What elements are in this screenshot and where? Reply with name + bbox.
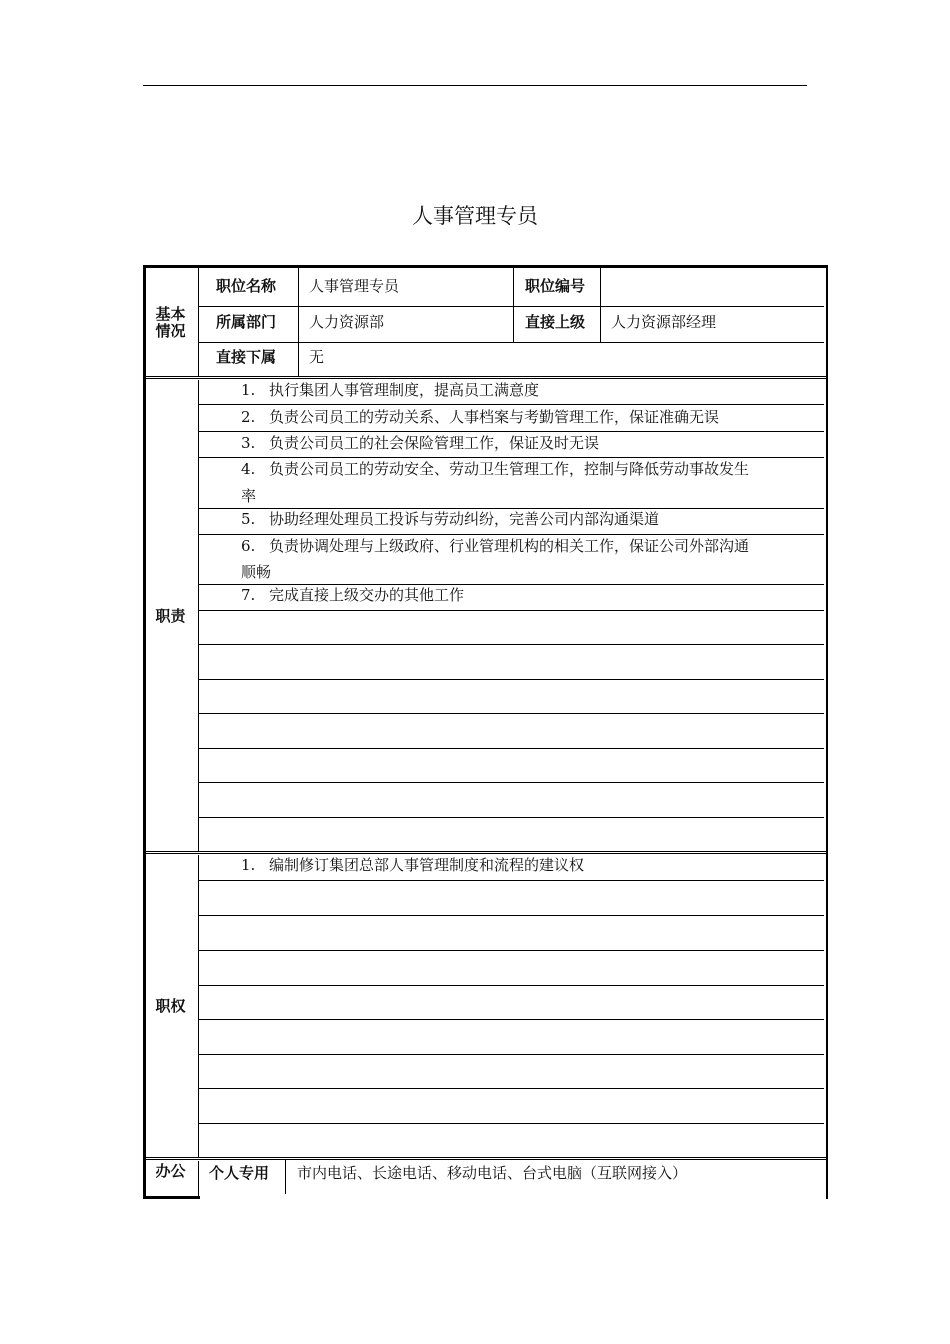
row-divider	[199, 950, 824, 951]
duty-item: 7. 完成直接上级交办的其他工作	[241, 586, 465, 604]
row-divider	[199, 644, 824, 645]
row-divider	[199, 880, 824, 881]
duty-item: 6. 负责协调处理与上级政府、行业管理机构的相关工作，保证公司外部沟通	[241, 537, 750, 555]
row-divider	[199, 748, 824, 749]
duty-item-continuation: 顺畅	[241, 563, 272, 581]
section-divider	[143, 1157, 828, 1160]
row-divider	[199, 915, 824, 916]
section-label-authority: 职权	[143, 855, 199, 1158]
duty-item: 2. 负责公司员工的劳动关系、人事档案与考勤管理工作，保证准确无误	[241, 408, 720, 426]
row-divider	[199, 1019, 824, 1020]
header-rule	[143, 85, 807, 86]
row-divider	[199, 985, 824, 986]
personal-use-label: 个人专用	[209, 1164, 270, 1182]
page-title: 人事管理专员	[412, 204, 538, 228]
subordinate-value: 无	[309, 348, 325, 366]
position-name-value: 人事管理专员	[309, 277, 400, 295]
row-divider	[199, 610, 824, 611]
duty-item: 1. 执行集团人事管理制度，提高员工满意度	[241, 381, 540, 399]
row-divider	[199, 306, 824, 307]
department-value: 人力资源部	[309, 313, 385, 331]
column-divider	[298, 268, 299, 377]
row-divider	[199, 817, 824, 818]
subordinate-label: 直接下属	[216, 348, 277, 366]
column-divider	[285, 1160, 286, 1194]
row-divider	[199, 342, 824, 343]
row-divider	[199, 679, 824, 680]
row-divider	[199, 1123, 824, 1124]
section-label-duties: 职责	[143, 380, 199, 852]
authority-item: 1. 编制修订集团总部人事管理制度和流程的建议权	[241, 856, 585, 874]
department-label: 所属部门	[216, 313, 277, 331]
column-divider	[513, 268, 514, 342]
superior-label: 直接上级	[525, 313, 586, 331]
table-bottom-stub	[143, 1196, 200, 1199]
section-label-basic: 基本 情况	[143, 268, 199, 377]
superior-value: 人力资源部经理	[611, 313, 717, 331]
row-divider	[199, 1054, 824, 1055]
duty-item: 3. 负责公司员工的社会保险管理工作，保证及时无误	[241, 434, 600, 452]
duty-item: 4. 负责公司员工的劳动安全、劳动卫生管理工作，控制与降低劳动事故发生	[241, 460, 750, 478]
column-divider	[600, 268, 601, 342]
row-divider	[199, 1088, 824, 1089]
row-divider	[199, 782, 824, 783]
row-divider	[199, 713, 824, 714]
section-label-office: 办公	[143, 1161, 199, 1196]
personal-use-value: 市内电话、长途电话、移动电话、台式电脑（互联网接入）	[297, 1164, 688, 1182]
duty-item: 5. 协助经理处理员工投诉与劳动纠纷，完善公司内部沟通渠道	[241, 510, 660, 528]
position-no-label: 职位编号	[525, 277, 586, 295]
duty-item-continuation: 率	[241, 487, 257, 505]
position-name-label: 职位名称	[216, 277, 277, 295]
